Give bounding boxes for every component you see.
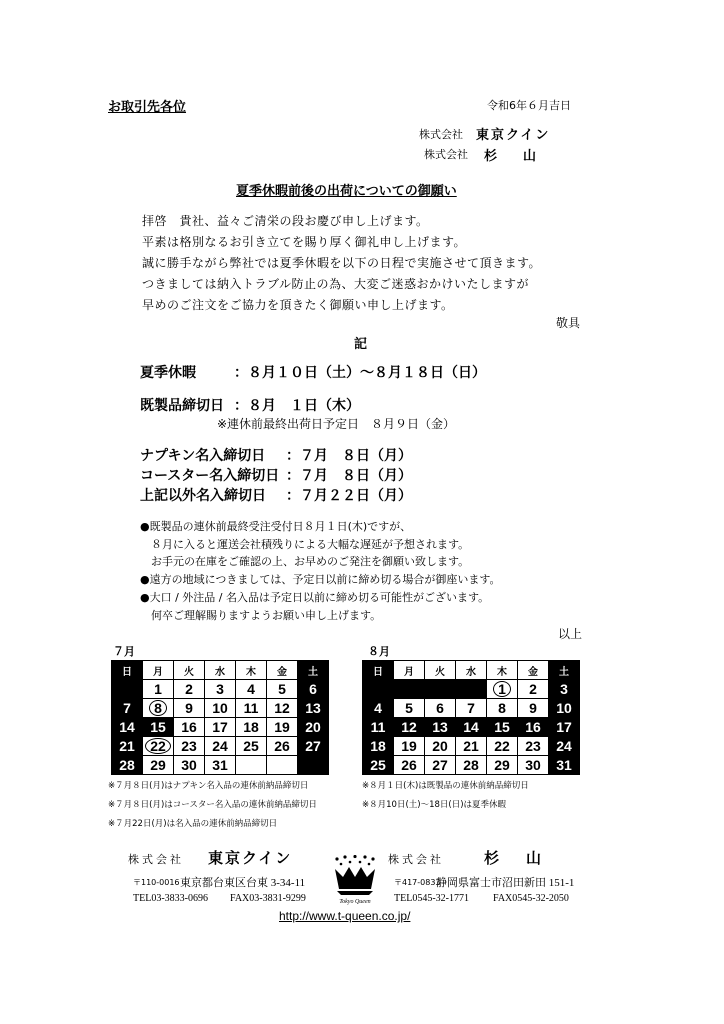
- calendar-empty-cell: [298, 756, 329, 775]
- footer-tq-zip: 〒110-0016: [133, 878, 180, 887]
- footer-sg-address: 静岡県富士市沼田新田 151-1: [436, 877, 575, 889]
- calendar-day: 3: [205, 680, 236, 699]
- calendar-empty-cell: [394, 680, 425, 699]
- august-note: ※８月10日(土)～18日(日)は夏季休暇: [362, 800, 507, 810]
- footer-tq-fax: FAX03-3831-9299: [230, 893, 306, 904]
- calendar-day: 25: [236, 737, 267, 756]
- document-title: 夏季休暇前後の出荷についての御願い: [236, 184, 457, 199]
- napkin-label: ナプキン名入締切日: [140, 448, 266, 464]
- footer-sg-fax: FAX0545-32-2050: [493, 893, 569, 904]
- note-line: お手元の在庫をご確認の上、お早めのご発注を御願い致します。: [140, 555, 470, 568]
- ready-note: ※連休前最終出荷日予定日 ８月９日（金）: [217, 417, 456, 431]
- calendar-day: 7: [112, 699, 143, 718]
- ijo: 以上: [558, 627, 583, 641]
- calendar-day: 27: [425, 756, 456, 775]
- closing: 敬具: [556, 316, 581, 330]
- calendar-week-row: [363, 680, 580, 699]
- footer-tq-name: 東京クイン: [208, 849, 293, 867]
- circled-deadline-date: 8: [149, 700, 167, 716]
- calendar-week-row: [363, 737, 580, 756]
- calendar-day: [487, 680, 518, 699]
- weekday-header: 金: [518, 661, 549, 680]
- weekday-header: 火: [174, 661, 205, 680]
- calendar-day: 30: [518, 756, 549, 775]
- calendar-empty-cell: [363, 680, 394, 699]
- august-calendar: [362, 660, 580, 775]
- body-line: 拝啓 貴社、益々ご清栄の段お慶び申し上げます。: [142, 214, 429, 228]
- tokyo-queen-logo: [331, 855, 379, 907]
- calendar-week-row: [363, 756, 580, 775]
- july-calendar-title: ７月: [113, 645, 135, 658]
- calendar-day: 11: [363, 718, 394, 737]
- weekday-header: 月: [143, 661, 174, 680]
- ready-label: 既製品締切日: [140, 398, 224, 414]
- calendar-day: 26: [394, 756, 425, 775]
- calendar-day: 12: [267, 699, 298, 718]
- calendar-day: 16: [518, 718, 549, 737]
- weekday-header: 火: [425, 661, 456, 680]
- calendar-week-row: [363, 699, 580, 718]
- calendar-day: 29: [143, 756, 174, 775]
- calendar-empty-cell: [112, 680, 143, 699]
- body-line: 平素は格別なるお引き立てを賜り厚く御礼申し上げます。: [142, 235, 467, 249]
- calendar-day: 13: [298, 699, 329, 718]
- napkin-value: ：７月 ８日（月）: [286, 448, 412, 464]
- calendar-day: 26: [267, 737, 298, 756]
- calendar-day: 14: [456, 718, 487, 737]
- weekday-header: 木: [487, 661, 518, 680]
- july-note: ※７月22日(月)は名入品の連休前納品締切日: [108, 819, 278, 829]
- footer-tq-tel: TEL03-3833-0696: [133, 893, 208, 904]
- calendar-day: 20: [425, 737, 456, 756]
- weekday-header: 土: [298, 661, 329, 680]
- calendar-day: 27: [298, 737, 329, 756]
- calendar-week-row: [112, 699, 329, 718]
- body-line: 早めのご注文をご協力を頂きたく御願い申し上げます。: [142, 298, 454, 312]
- calendar-day: 17: [549, 718, 580, 737]
- calendar-day: 19: [394, 737, 425, 756]
- weekday-header: 日: [363, 661, 394, 680]
- calendar-day: 13: [425, 718, 456, 737]
- note-line: ●遠方の地域につきましては、予定日以前に締め切る場合が御座います。: [140, 573, 501, 586]
- ready-value: ：８月 １日（木）: [234, 398, 360, 414]
- calendar-day: 4: [236, 680, 267, 699]
- calendar-day: 9: [174, 699, 205, 718]
- footer-sg-zip: 〒417-0833: [394, 878, 441, 887]
- calendar-day: 28: [456, 756, 487, 775]
- calendar-day: 17: [205, 718, 236, 737]
- calendar-day: 28: [112, 756, 143, 775]
- circled-deadline-date: 22: [145, 738, 171, 754]
- july-note: ※７月８日(月)はナプキン名入品の連休前納品締切日: [108, 781, 309, 791]
- calendar-week-row: [112, 680, 329, 699]
- july-note: ※７月８日(月)はコースター名入品の連休前納品締切日: [108, 800, 317, 810]
- calendar-day: 30: [174, 756, 205, 775]
- note-line: ８月に入ると運送会社積残りによる大幅な遅延が予想されます。: [140, 538, 470, 551]
- calendar-day: 15: [487, 718, 518, 737]
- calendar-day: 8: [487, 699, 518, 718]
- note-line: ●大口 / 外注品 / 名入品は予定日以前に締め切る可能性がございます。: [140, 591, 490, 604]
- other-label: 上記以外名入締切日: [140, 488, 266, 504]
- calendar-day: 14: [112, 718, 143, 737]
- footer-sg-name: 杉 山: [484, 849, 548, 867]
- company-url-link[interactable]: http://www.t-queen.co.jp/: [279, 909, 411, 923]
- calendar-day: 10: [205, 699, 236, 718]
- calendar-day: 15: [143, 718, 174, 737]
- calendar-day: 22: [487, 737, 518, 756]
- calendar-day: 4: [363, 699, 394, 718]
- calendar-day: 6: [298, 680, 329, 699]
- weekday-header: 月: [394, 661, 425, 680]
- calendar-empty-cell: [425, 680, 456, 699]
- footer-tq-prefix: 株式会社: [128, 853, 184, 866]
- calendar-day: 19: [267, 718, 298, 737]
- calendar-day: 6: [425, 699, 456, 718]
- calendar-day: [143, 737, 174, 756]
- coaster-value: ：７月 ８日（月）: [286, 468, 412, 484]
- company1-prefix: 株式会社: [419, 128, 463, 141]
- calendar-day: 18: [363, 737, 394, 756]
- calendar-day: 18: [236, 718, 267, 737]
- calendar-day: 12: [394, 718, 425, 737]
- july-calendar: [111, 660, 329, 775]
- calendar-week-row: [363, 718, 580, 737]
- calendar-day: [143, 699, 174, 718]
- calendar-day: 1: [143, 680, 174, 699]
- calendar-day: 21: [456, 737, 487, 756]
- calendar-day: 29: [487, 756, 518, 775]
- footer-tq-address: 東京都台東区台東 3-34-11: [180, 877, 306, 889]
- calendar-empty-cell: [236, 756, 267, 775]
- calendar-empty-cell: [456, 680, 487, 699]
- summer-label: 夏季休暇: [140, 365, 196, 381]
- weekday-header: 日: [112, 661, 143, 680]
- calendar-day: 23: [518, 737, 549, 756]
- company1-name: 東京クイン: [476, 128, 551, 143]
- recipient: お取引先各位: [108, 100, 187, 115]
- calendar-day: 3: [549, 680, 580, 699]
- date: 令和6年６月吉日: [487, 99, 571, 112]
- company2-name: 杉 山: [484, 149, 537, 164]
- calendar-day: 10: [549, 699, 580, 718]
- calendar-day: 9: [518, 699, 549, 718]
- company2-prefix: 株式会社: [424, 148, 468, 161]
- footer-sg-prefix: 株式会社: [388, 853, 444, 866]
- calendar-day: 5: [267, 680, 298, 699]
- calendar-week-row: [112, 718, 329, 737]
- calendar-day: 24: [205, 737, 236, 756]
- weekday-header: 木: [236, 661, 267, 680]
- other-value: ：７月２２日（月）: [286, 488, 412, 504]
- logo-text: Tokyo Queen: [339, 899, 371, 905]
- ki-heading: 記: [354, 337, 368, 352]
- calendar-day: 20: [298, 718, 329, 737]
- august-calendar-title: ８月: [368, 645, 390, 658]
- calendar-day: 16: [174, 718, 205, 737]
- weekday-header: 水: [205, 661, 236, 680]
- calendar-day: 31: [549, 756, 580, 775]
- august-note: ※８月１日(木)は既製品の連休前納品締切日: [362, 781, 529, 791]
- circled-deadline-date: 1: [493, 681, 511, 697]
- calendar-day: 25: [363, 756, 394, 775]
- calendar-day: 2: [518, 680, 549, 699]
- calendar-week-row: [112, 737, 329, 756]
- weekday-header: 土: [549, 661, 580, 680]
- weekday-header: 水: [456, 661, 487, 680]
- calendar-empty-cell: [267, 756, 298, 775]
- body-line: つきましては納入トラブル防止の為、大変ご迷惑おかけいたしますが: [142, 277, 530, 291]
- calendar-day: 23: [174, 737, 205, 756]
- note-line: 何卒ご理解賜りますようお願い申し上げます。: [140, 609, 382, 622]
- calendar-day: 11: [236, 699, 267, 718]
- body-line: 誠に勝手ながら弊社では夏季休暇を以下の日程で実施させて頂きます。: [142, 256, 542, 270]
- coaster-label: コースター名入締切日: [140, 468, 280, 484]
- note-line: ●既製品の連休前最終受注受付日８月１日(木)ですが、: [140, 520, 412, 533]
- calendar-day: 2: [174, 680, 205, 699]
- summer-value: ：８月１０日（土）～８月１８日（日）: [234, 365, 486, 381]
- calendar-week-row: [112, 756, 329, 775]
- calendar-day: 5: [394, 699, 425, 718]
- calendar-day: 31: [205, 756, 236, 775]
- weekday-header: 金: [267, 661, 298, 680]
- calendar-day: 7: [456, 699, 487, 718]
- calendar-day: 24: [549, 737, 580, 756]
- footer-sg-tel: TEL0545-32-1771: [394, 893, 469, 904]
- calendar-day: 21: [112, 737, 143, 756]
